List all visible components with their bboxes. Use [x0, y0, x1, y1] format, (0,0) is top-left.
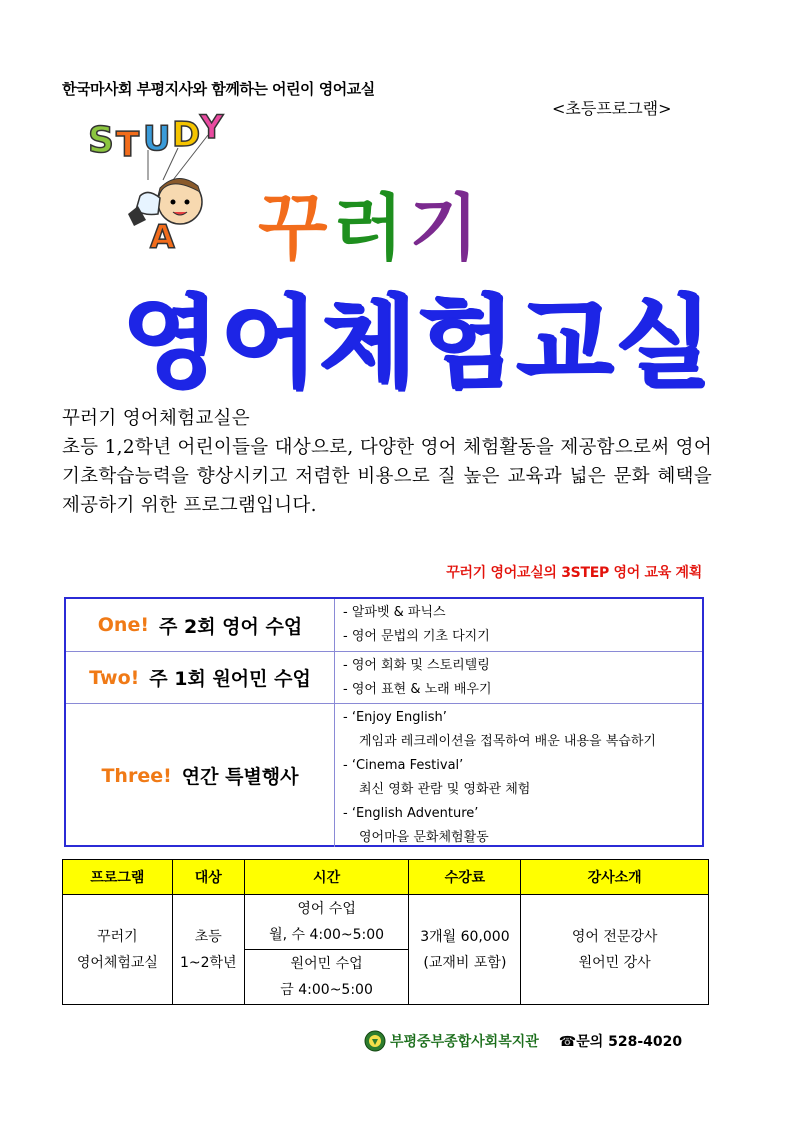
step-label: 주 1회 원어민 수업 [149, 668, 311, 690]
header-time: 시간 [244, 860, 409, 895]
logo-letter-a: A [150, 218, 175, 250]
step-label: 주 2회 영어 수업 [159, 615, 303, 638]
steps-caption: 꾸러기 영어교실의 3STEP 영어 교육 계획 [446, 565, 702, 581]
header-fee: 수강료 [409, 860, 521, 895]
step-item: - ‘Enjoy English’ [343, 710, 447, 725]
title-char-1: 꾸 [258, 186, 334, 270]
cell-time-native: 원어민 수업 금 4:00~5:00 [244, 950, 409, 1005]
step-item: - 알파벳 & 파닉스 [343, 605, 446, 620]
step-item: 영어마을 문화체험활동 [359, 830, 489, 845]
header-teacher: 강사소개 [521, 860, 709, 895]
cell-fee: 3개월 60,000 (교재비 포함) [409, 895, 521, 1005]
table-row [63, 895, 709, 950]
step-tag: One! [97, 614, 150, 636]
info-table [62, 859, 709, 1005]
logo-letter-d: D [172, 115, 201, 155]
table-header-row [63, 860, 709, 895]
cell-target: 초등 1~2학년 [172, 895, 244, 1005]
header-program: 프로그램 [63, 860, 173, 895]
step-row-three [66, 703, 702, 847]
intro-text [62, 404, 712, 520]
step-row-two [66, 651, 702, 703]
logo-letter-t: T [116, 125, 140, 165]
step-label: 연간 특별행사 [181, 766, 299, 788]
logo-letter-u: U [143, 119, 171, 159]
study-logo [88, 110, 238, 250]
cell-program: 꾸러기 영어체험교실 [63, 895, 173, 1005]
footer-org: 부평중부종합사회복지관 [390, 1034, 539, 1050]
title-line-1 [258, 170, 485, 274]
step-item: - ‘English Adventure’ [343, 806, 479, 821]
step-item: 최신 영화 관람 및 영화관 체험 [359, 782, 531, 797]
step-item: 게임과 레크레이션을 접목하여 배운 내용을 복습하기 [359, 734, 656, 749]
step-item: - 영어 표현 & 노래 배우기 [343, 682, 492, 697]
step-tag: Three! [101, 764, 172, 787]
program-tag: <초등프로그램> [552, 99, 672, 118]
step-item: - ‘Cinema Festival’ [343, 758, 464, 773]
logo-letter-s: S [88, 120, 114, 161]
step-tag: Two! [89, 666, 140, 689]
title-char-2: 러 [333, 186, 410, 270]
header-target: 대상 [172, 860, 244, 895]
title-char-3: 기 [409, 186, 485, 270]
cell-teacher: 영어 전문강사 원어민 강사 [521, 895, 709, 1005]
footer [364, 1030, 682, 1052]
footer-phone: ☎문의 528-4020 [558, 1034, 683, 1050]
title-line-2: 영어체험교실 [122, 284, 714, 401]
step-item: - 영어 문법의 기초 다지기 [343, 629, 490, 644]
step-row-one [66, 599, 702, 651]
intro-line-1: 꾸러기 영어체험교실은 [62, 408, 250, 429]
top-line: 한국마사회 부평지사와 함께하는 어린이 영어교실 [62, 80, 375, 98]
steps-box [64, 597, 704, 847]
step-item: - 영어 회화 및 스토리텔링 [343, 658, 490, 673]
welfare-center-logo-icon [364, 1030, 386, 1052]
logo-letter-y: Y [200, 110, 224, 146]
intro-body: 초등 1,2학년 어린이들을 대상으로, 다양한 영어 체험활동을 제공함으로써 영어 기초학습능력을 향상시키고 저렴한 비용으로 질 높은 교육과 넓은 문화 혜택을 제공하기 위한 프로그램입니다. [62, 437, 712, 516]
cell-time-english: 영어 수업 월, 수 4:00~5:00 [244, 895, 409, 950]
